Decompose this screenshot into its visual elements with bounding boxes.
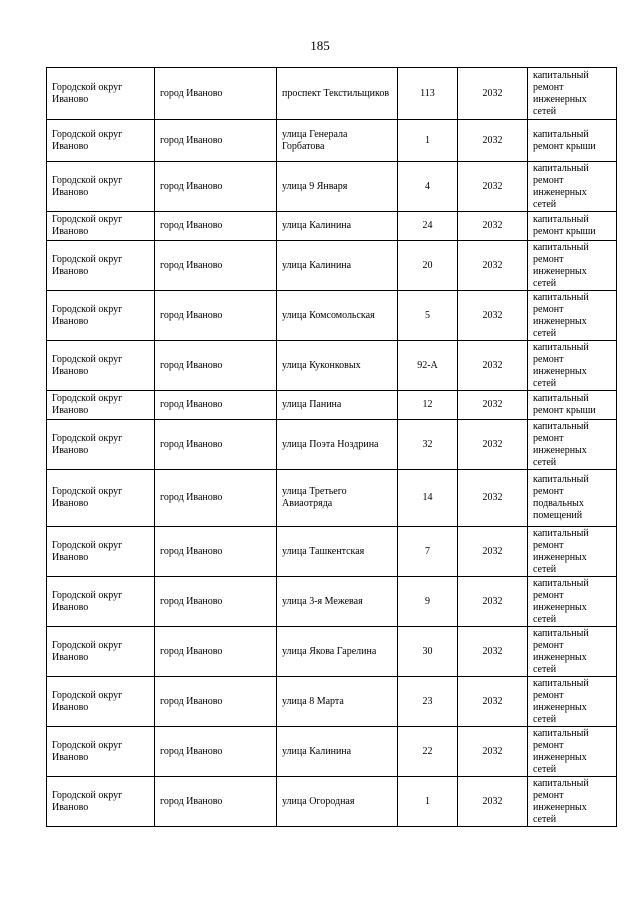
table-row (47, 677, 617, 727)
locality-cell: город Иваново (155, 162, 277, 212)
house-number-cell: 7 (398, 527, 458, 577)
house-number-cell: 1 (398, 120, 458, 162)
table-row (47, 120, 617, 162)
locality-cell: город Иваново (155, 470, 277, 527)
street-cell: улица Комсомольская (277, 291, 398, 341)
work-type-cell: капитальный ремонт инженерных сетей (528, 677, 617, 727)
street-cell: улица Якова Гарелина (277, 627, 398, 677)
work-type-cell: капитальный ремонт инженерных сетей (528, 291, 617, 341)
year-cell: 2032 (458, 727, 528, 777)
house-number-cell: 20 (398, 241, 458, 291)
year-cell: 2032 (458, 68, 528, 120)
work-type-cell: капитальный ремонт инженерных сетей (528, 777, 617, 827)
street-cell: проспект Текстильщиков (277, 68, 398, 120)
year-cell: 2032 (458, 527, 528, 577)
street-cell: улица Третьего Авиаотряда (277, 470, 398, 527)
table-row (47, 162, 617, 212)
district-cell: Городской округ Иваново (47, 677, 155, 727)
table-row (47, 68, 617, 120)
street-cell: улица Куконковых (277, 341, 398, 391)
table-row (47, 727, 617, 777)
house-number-cell: 22 (398, 727, 458, 777)
street-cell: улица 9 Января (277, 162, 398, 212)
district-cell: Городской округ Иваново (47, 470, 155, 527)
district-cell: Городской округ Иваново (47, 341, 155, 391)
district-cell: Городской округ Иваново (47, 241, 155, 291)
district-cell: Городской округ Иваново (47, 627, 155, 677)
locality-cell: город Иваново (155, 120, 277, 162)
repair-schedule-table (46, 67, 617, 827)
work-type-cell: капитальный ремонт инженерных сетей (528, 627, 617, 677)
street-cell: улица Панина (277, 391, 398, 420)
street-cell: улица Генерала Горбатова (277, 120, 398, 162)
house-number-cell: 9 (398, 577, 458, 627)
house-number-cell: 1 (398, 777, 458, 827)
district-cell: Городской округ Иваново (47, 162, 155, 212)
work-type-cell: капитальный ремонт инженерных сетей (528, 727, 617, 777)
house-number-cell: 23 (398, 677, 458, 727)
year-cell: 2032 (458, 677, 528, 727)
table-row (47, 420, 617, 470)
street-cell: улица Калинина (277, 241, 398, 291)
work-type-cell: капитальный ремонт инженерных сетей (528, 68, 617, 120)
house-number-cell: 12 (398, 391, 458, 420)
house-number-cell: 113 (398, 68, 458, 120)
house-number-cell: 5 (398, 291, 458, 341)
house-number-cell: 4 (398, 162, 458, 212)
year-cell: 2032 (458, 291, 528, 341)
street-cell: улица Огородная (277, 777, 398, 827)
year-cell: 2032 (458, 162, 528, 212)
house-number-cell: 32 (398, 420, 458, 470)
year-cell: 2032 (458, 120, 528, 162)
work-type-cell: капитальный ремонт инженерных сетей (528, 420, 617, 470)
locality-cell: город Иваново (155, 341, 277, 391)
locality-cell: город Иваново (155, 291, 277, 341)
street-cell: улица 3-я Межевая (277, 577, 398, 627)
locality-cell: город Иваново (155, 777, 277, 827)
locality-cell: город Иваново (155, 212, 277, 241)
locality-cell: город Иваново (155, 727, 277, 777)
locality-cell: город Иваново (155, 527, 277, 577)
district-cell: Городской округ Иваново (47, 120, 155, 162)
table-row (47, 577, 617, 627)
year-cell: 2032 (458, 212, 528, 241)
house-number-cell: 14 (398, 470, 458, 527)
district-cell: Городской округ Иваново (47, 420, 155, 470)
work-type-cell: капитальный ремонт крыши (528, 391, 617, 420)
table-row (47, 212, 617, 241)
work-type-cell: капитальный ремонт инженерных сетей (528, 341, 617, 391)
district-cell: Городской округ Иваново (47, 391, 155, 420)
table-row (47, 470, 617, 527)
table-row (47, 527, 617, 577)
district-cell: Городской округ Иваново (47, 527, 155, 577)
locality-cell: город Иваново (155, 391, 277, 420)
locality-cell: город Иваново (155, 420, 277, 470)
work-type-cell: капитальный ремонт инженерных сетей (528, 577, 617, 627)
locality-cell: город Иваново (155, 241, 277, 291)
locality-cell: город Иваново (155, 627, 277, 677)
year-cell: 2032 (458, 577, 528, 627)
year-cell: 2032 (458, 241, 528, 291)
house-number-cell: 30 (398, 627, 458, 677)
district-cell: Городской округ Иваново (47, 212, 155, 241)
work-type-cell: капитальный ремонт инженерных сетей (528, 162, 617, 212)
page-number: 185 (310, 38, 330, 53)
year-cell: 2032 (458, 627, 528, 677)
house-number-cell: 24 (398, 212, 458, 241)
work-type-cell: капитальный ремонт инженерных сетей (528, 241, 617, 291)
district-cell: Городской округ Иваново (47, 777, 155, 827)
year-cell: 2032 (458, 341, 528, 391)
year-cell: 2032 (458, 470, 528, 527)
table-row (47, 291, 617, 341)
locality-cell: город Иваново (155, 68, 277, 120)
year-cell: 2032 (458, 420, 528, 470)
year-cell: 2032 (458, 777, 528, 827)
work-type-cell: капитальный ремонт инженерных сетей (528, 527, 617, 577)
house-number-cell: 92-А (398, 341, 458, 391)
work-type-cell: капитальный ремонт подвальных помещений (528, 470, 617, 527)
locality-cell: город Иваново (155, 577, 277, 627)
table-row (47, 777, 617, 827)
street-cell: улица Калинина (277, 727, 398, 777)
table-row (47, 627, 617, 677)
street-cell: улица Поэта Ноздрина (277, 420, 398, 470)
year-cell: 2032 (458, 391, 528, 420)
street-cell: улица Калинина (277, 212, 398, 241)
district-cell: Городской округ Иваново (47, 577, 155, 627)
street-cell: улица Ташкентская (277, 527, 398, 577)
work-type-cell: капитальный ремонт крыши (528, 120, 617, 162)
work-type-cell: капитальный ремонт крыши (528, 212, 617, 241)
locality-cell: город Иваново (155, 677, 277, 727)
district-cell: Городской округ Иваново (47, 727, 155, 777)
district-cell: Городской округ Иваново (47, 291, 155, 341)
street-cell: улица 8 Марта (277, 677, 398, 727)
table-row (47, 341, 617, 391)
table-row (47, 241, 617, 291)
table-row (47, 391, 617, 420)
district-cell: Городской округ Иваново (47, 68, 155, 120)
